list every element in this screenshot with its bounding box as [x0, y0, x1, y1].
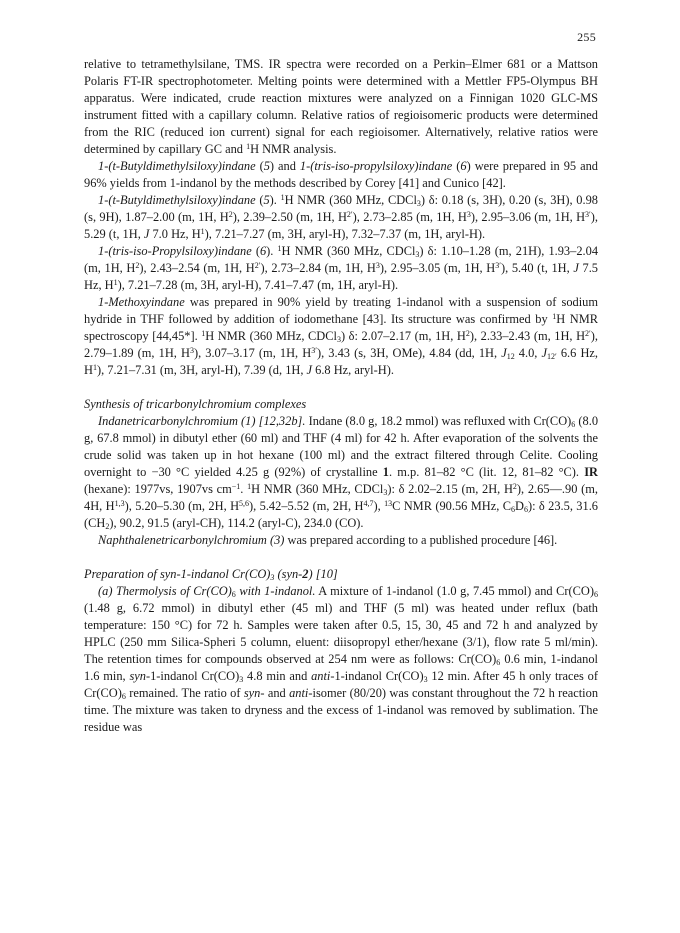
text-run: 5	[263, 193, 270, 207]
text-run: 1-(tris-iso-propylsiloxy)indane	[299, 159, 453, 173]
text-run: ), 2.33–2.43 (m, 1H, H	[469, 329, 586, 343]
text-run: 3′	[311, 346, 317, 355]
text-run: J	[541, 346, 547, 360]
text-run: with 1-indanol.	[235, 584, 316, 598]
text-run: J	[573, 261, 579, 275]
text-run: J	[501, 346, 507, 360]
text-run: ), 2.79–1.89 (m, 1H, H	[84, 329, 599, 360]
text-run: 3	[423, 675, 428, 684]
text-run: 2	[105, 522, 110, 531]
text-run: 3	[416, 199, 421, 208]
section-spacer	[84, 379, 598, 396]
text-run: 1	[277, 244, 282, 253]
text-run: 12	[506, 352, 515, 361]
text-run: (	[251, 244, 260, 258]
text-run: 5	[263, 159, 270, 173]
text-run: 3	[270, 573, 275, 582]
text-run: 1-(t-Butyldimethylsiloxy)indane	[98, 159, 256, 173]
text-run: 5,6	[239, 499, 250, 508]
text-run: 1	[552, 312, 557, 321]
text-run: 1	[246, 142, 251, 151]
text-run: 1	[92, 363, 97, 372]
text-run: ), 7.21–7.31 (m, 3H, aryl-H), 7.39 (d, 1H,	[96, 363, 307, 377]
text-run: 6.8 Hz, aryl-H).	[312, 363, 394, 377]
text-run: anti	[311, 669, 331, 683]
text-run: H NMR (360 MHz, CDCl	[281, 244, 416, 258]
text-run: 7.5 Hz, H	[84, 261, 598, 292]
text-run: 6	[510, 505, 515, 514]
text-run: ), 5.40 (t, 1H,	[501, 261, 574, 275]
text-run: ), 2.73–2.84 (m, 1H, H	[260, 261, 376, 275]
text-run: (	[255, 193, 264, 207]
text-run: . m.p. 81–82 °C (lit. 12, 81–82 °C).	[388, 465, 585, 479]
text-run: 3′	[585, 210, 591, 219]
paragraph	[84, 413, 598, 532]
page-number: 255	[577, 30, 596, 44]
text-run: 1	[201, 329, 206, 338]
text-run: ) and	[269, 159, 300, 173]
text-run: 6	[231, 590, 236, 599]
text-run: ), 3.43 (s, 3H, OMe), 4.84 (dd, 1H,	[316, 346, 502, 360]
text-run: ), 2.95–3.05 (m, 1H, H	[379, 261, 496, 275]
text-run: 2′	[585, 329, 591, 338]
text-run: 3	[415, 250, 420, 259]
text-run: IR	[584, 465, 598, 479]
text-run: 4.0,	[514, 346, 542, 360]
section-heading	[84, 396, 598, 413]
text-run: .	[240, 482, 248, 496]
text-run: H NMR spectroscopy [44,45*].	[84, 312, 598, 343]
text-run: 1	[280, 193, 285, 202]
text-run: (1.48 g, 6.72 mmol) in dibutyl ether (45 ml) and THF (5 ml) was heated under reflux (bath temperature: 150 °C) for 72 h. Samples were taken after 0.5, 15, 30, 45 and 72 h and analyzed by HPLC (250 mm Silica-Spheri 5 column, eluent: diisopropyl ether/hexane (3/1), flow rate 5 ml/min). The retention times for compounds observed at 254 nm were as follows: Cr(CO)	[84, 601, 598, 666]
text-run: 1-Methoxyindane	[98, 295, 185, 309]
article-body	[84, 56, 598, 736]
text-run: anti	[289, 686, 309, 700]
text-run: ): δ 23.5, 31.6 (CH	[84, 499, 598, 530]
paragraph	[84, 243, 598, 294]
text-run: C NMR (90.56 MHz, C	[392, 499, 511, 513]
paragraph	[84, 583, 598, 736]
text-run: 1	[113, 278, 118, 287]
text-run: 3	[375, 261, 380, 270]
paragraph	[84, 294, 598, 379]
text-run: ): δ 2.02–2.15 (m, 2H, H	[387, 482, 513, 496]
text-run: ).	[266, 244, 278, 258]
text-run: ), 3.07–3.17 (m, 1H, H	[193, 346, 312, 360]
text-run: 1,3	[114, 499, 125, 508]
text-run: (	[255, 159, 264, 173]
text-run: 4.8 min and	[243, 669, 312, 683]
text-run: - and	[260, 686, 290, 700]
text-run: 6	[121, 692, 126, 701]
text-run: 2′	[346, 210, 353, 219]
text-run: 6	[594, 590, 598, 599]
text-run: 1-(t-Butyldimethylsiloxy)indane	[98, 193, 256, 207]
text-run: (	[452, 159, 461, 173]
text-run: ), 7.21–7.28 (m, 3H, aryl-H), 7.41–7.47 (m, 1H, aryl-H).	[117, 278, 399, 292]
text-run: ), 2.39–2.50 (m, 1H, H	[232, 210, 347, 224]
text-run: -isomer (80/20) was constant throughout the 72 h reaction time. The mixture was taken to dryness and the excess of 1-indanol was removed by sublimation. The residue was	[84, 686, 599, 734]
text-run: 3	[189, 346, 194, 355]
text-run: −1	[231, 482, 241, 491]
text-run: was prepared according to a published procedure [46].	[284, 533, 558, 547]
text-run: 3	[466, 210, 471, 219]
text-run: ) δ: 0.18 (s, 3H), 0.20 (s, 3H), 0.98 (s, 9H), 1.87–2.00 (m, 1H, H	[84, 193, 598, 224]
section-heading	[84, 566, 598, 583]
text-run: 1	[382, 465, 389, 479]
text-run: 6	[571, 420, 576, 429]
text-run: relative to tetramethylsilane, TMS. IR spectra were recorded on a Perkin–Elmer 681 or a Mattson Polaris FT-IR spectrophotometer. Melting points were determined with a Mettler FP5-Olympus BH apparatus. Were indicated, crude reaction mixtures were analyzed on a Finnigan 1020 GLC-MS instrument fitted with a capillary column. Relative ratios of regioisomeric products were determined from the RIC (reduced ion current) signal for each regioisomer. Alternatively, relative ratios were determined by capillary GC and	[84, 57, 598, 156]
paragraph	[84, 56, 598, 158]
text-run: remained. The ratio of	[125, 686, 244, 700]
text-run: 2	[465, 329, 470, 338]
text-run: 2	[512, 482, 517, 491]
text-run: (hexane): 1977vs, 1907vs cm	[84, 482, 232, 496]
text-run: 3	[239, 675, 244, 684]
text-run: Indane (8.0 g, 18.2 mmol) was refluxed with Cr(CO)	[305, 414, 572, 428]
text-run: ) were prepared in 95 and 96% yields from 1-indanol by the methods described by Corey [41] and Cunico [42].	[84, 159, 598, 190]
paragraph	[84, 532, 598, 549]
section-spacer	[84, 549, 598, 566]
text-run: ), 5.20–5.30 (m, 2H, H	[124, 499, 240, 513]
text-run: ), 5.42–5.52 (m, 2H, H	[249, 499, 364, 513]
text-run: -1-indanol Cr(CO)	[330, 669, 424, 683]
text-run: 1	[247, 482, 252, 491]
paragraph	[84, 192, 598, 243]
text-run: J	[306, 363, 313, 377]
text-run: syn	[243, 686, 261, 700]
text-run: Indanetricarbonylchromium (1) [12,32b].	[98, 414, 306, 428]
text-run: 3	[336, 335, 341, 344]
text-run: 3	[383, 488, 388, 497]
text-run: ), 2.65—.90 (m, 4H, H	[84, 482, 598, 513]
text-run: H NMR analysis.	[250, 142, 337, 156]
text-run: 2	[302, 567, 309, 581]
text-run: Synthesis of tricarbonylchromium complexes	[84, 397, 307, 411]
text-run: 13	[384, 499, 393, 508]
text-run: 2	[135, 261, 140, 270]
text-run: ), 2.43–2.54 (m, 1H, H	[139, 261, 255, 275]
text-run: -1-indanol Cr(CO)	[145, 669, 240, 683]
text-run: 0.6 min, 1-indanol 1.6 min,	[84, 652, 598, 683]
text-run: 2′	[254, 261, 261, 270]
text-run: A mixture of 1-indanol (1.0 g, 7.45 mmol) and Cr(CO)	[315, 584, 594, 598]
text-run: H NMR (360 MHz, CDCl	[284, 193, 417, 207]
text-run: ),	[373, 499, 385, 513]
text-run: 1	[200, 227, 205, 236]
text-run: ) [10]	[308, 567, 338, 581]
text-run: 6	[523, 505, 528, 514]
text-run: (8.0 g, 67.8 mmol) in dibutyl ether (60 ml) and THF (4 ml) for 42 h. After evaporation of the solvents the crude solid was taken up in hot hexane (100 ml) and the extract filtered through Celite. Cooling overnight to −30 °C yielded 4.25 g (92%) of crystalline	[84, 414, 599, 479]
text-run: D	[514, 499, 524, 513]
text-run: 12′	[547, 352, 557, 361]
text-run: 12 min. After 45 h only traces of Cr(CO)	[84, 669, 598, 700]
text-run: 6	[460, 159, 467, 173]
text-run: 2	[228, 210, 233, 219]
text-run: ), 5.29 (t, 1H,	[84, 210, 599, 241]
text-run: 1-(tris-iso-Propylsiloxy)indane	[98, 244, 252, 258]
text-run: (syn-	[274, 567, 303, 581]
paragraph	[84, 158, 598, 192]
text-run: 6.6 Hz, H	[84, 346, 598, 377]
text-run: Preparation of syn-1-indanol Cr(CO)	[84, 567, 271, 581]
text-run: H NMR (360 MHz, CDCl	[251, 482, 384, 496]
text-run: J	[143, 227, 150, 241]
text-run: (a) Thermolysis of Cr(CO)	[98, 584, 232, 598]
text-run: 6	[259, 244, 267, 258]
text-run: ) δ: 1.10–1.28 (m, 21H), 1.93–2.04 (m, 1H, H	[84, 244, 599, 275]
text-run: ) δ: 2.07–2.17 (m, 1H, H	[340, 329, 466, 343]
text-run: was prepared in 90% yield by treating 1-indanol with a suspension of sodium hydride in THF followed by addition of iodomethane [43]. Its structure was confirmed by	[84, 295, 598, 326]
text-run: ), 2.73–2.85 (m, 1H, H	[352, 210, 467, 224]
text-run: ).	[269, 193, 281, 207]
text-run: 4,7	[363, 499, 374, 508]
text-run: 7.0 Hz, H	[149, 227, 201, 241]
text-run: 3′	[495, 261, 501, 270]
text-run: ), 2.95–3.06 (m, 1H, H	[470, 210, 586, 224]
text-run: 6	[496, 658, 501, 667]
text-run: Naphthalenetricarbonylchromium (3)	[98, 533, 285, 547]
text-run: ), 7.21–7.27 (m, 3H, aryl-H), 7.32–7.37 (m, 1H, aryl-H).	[204, 227, 486, 241]
text-run: syn	[129, 669, 146, 683]
text-run: ), 90.2, 91.5 (aryl-CH), 114.2 (aryl-C), 234.0 (CO).	[109, 516, 364, 530]
text-run: H NMR (360 MHz, CDCl	[205, 329, 337, 343]
